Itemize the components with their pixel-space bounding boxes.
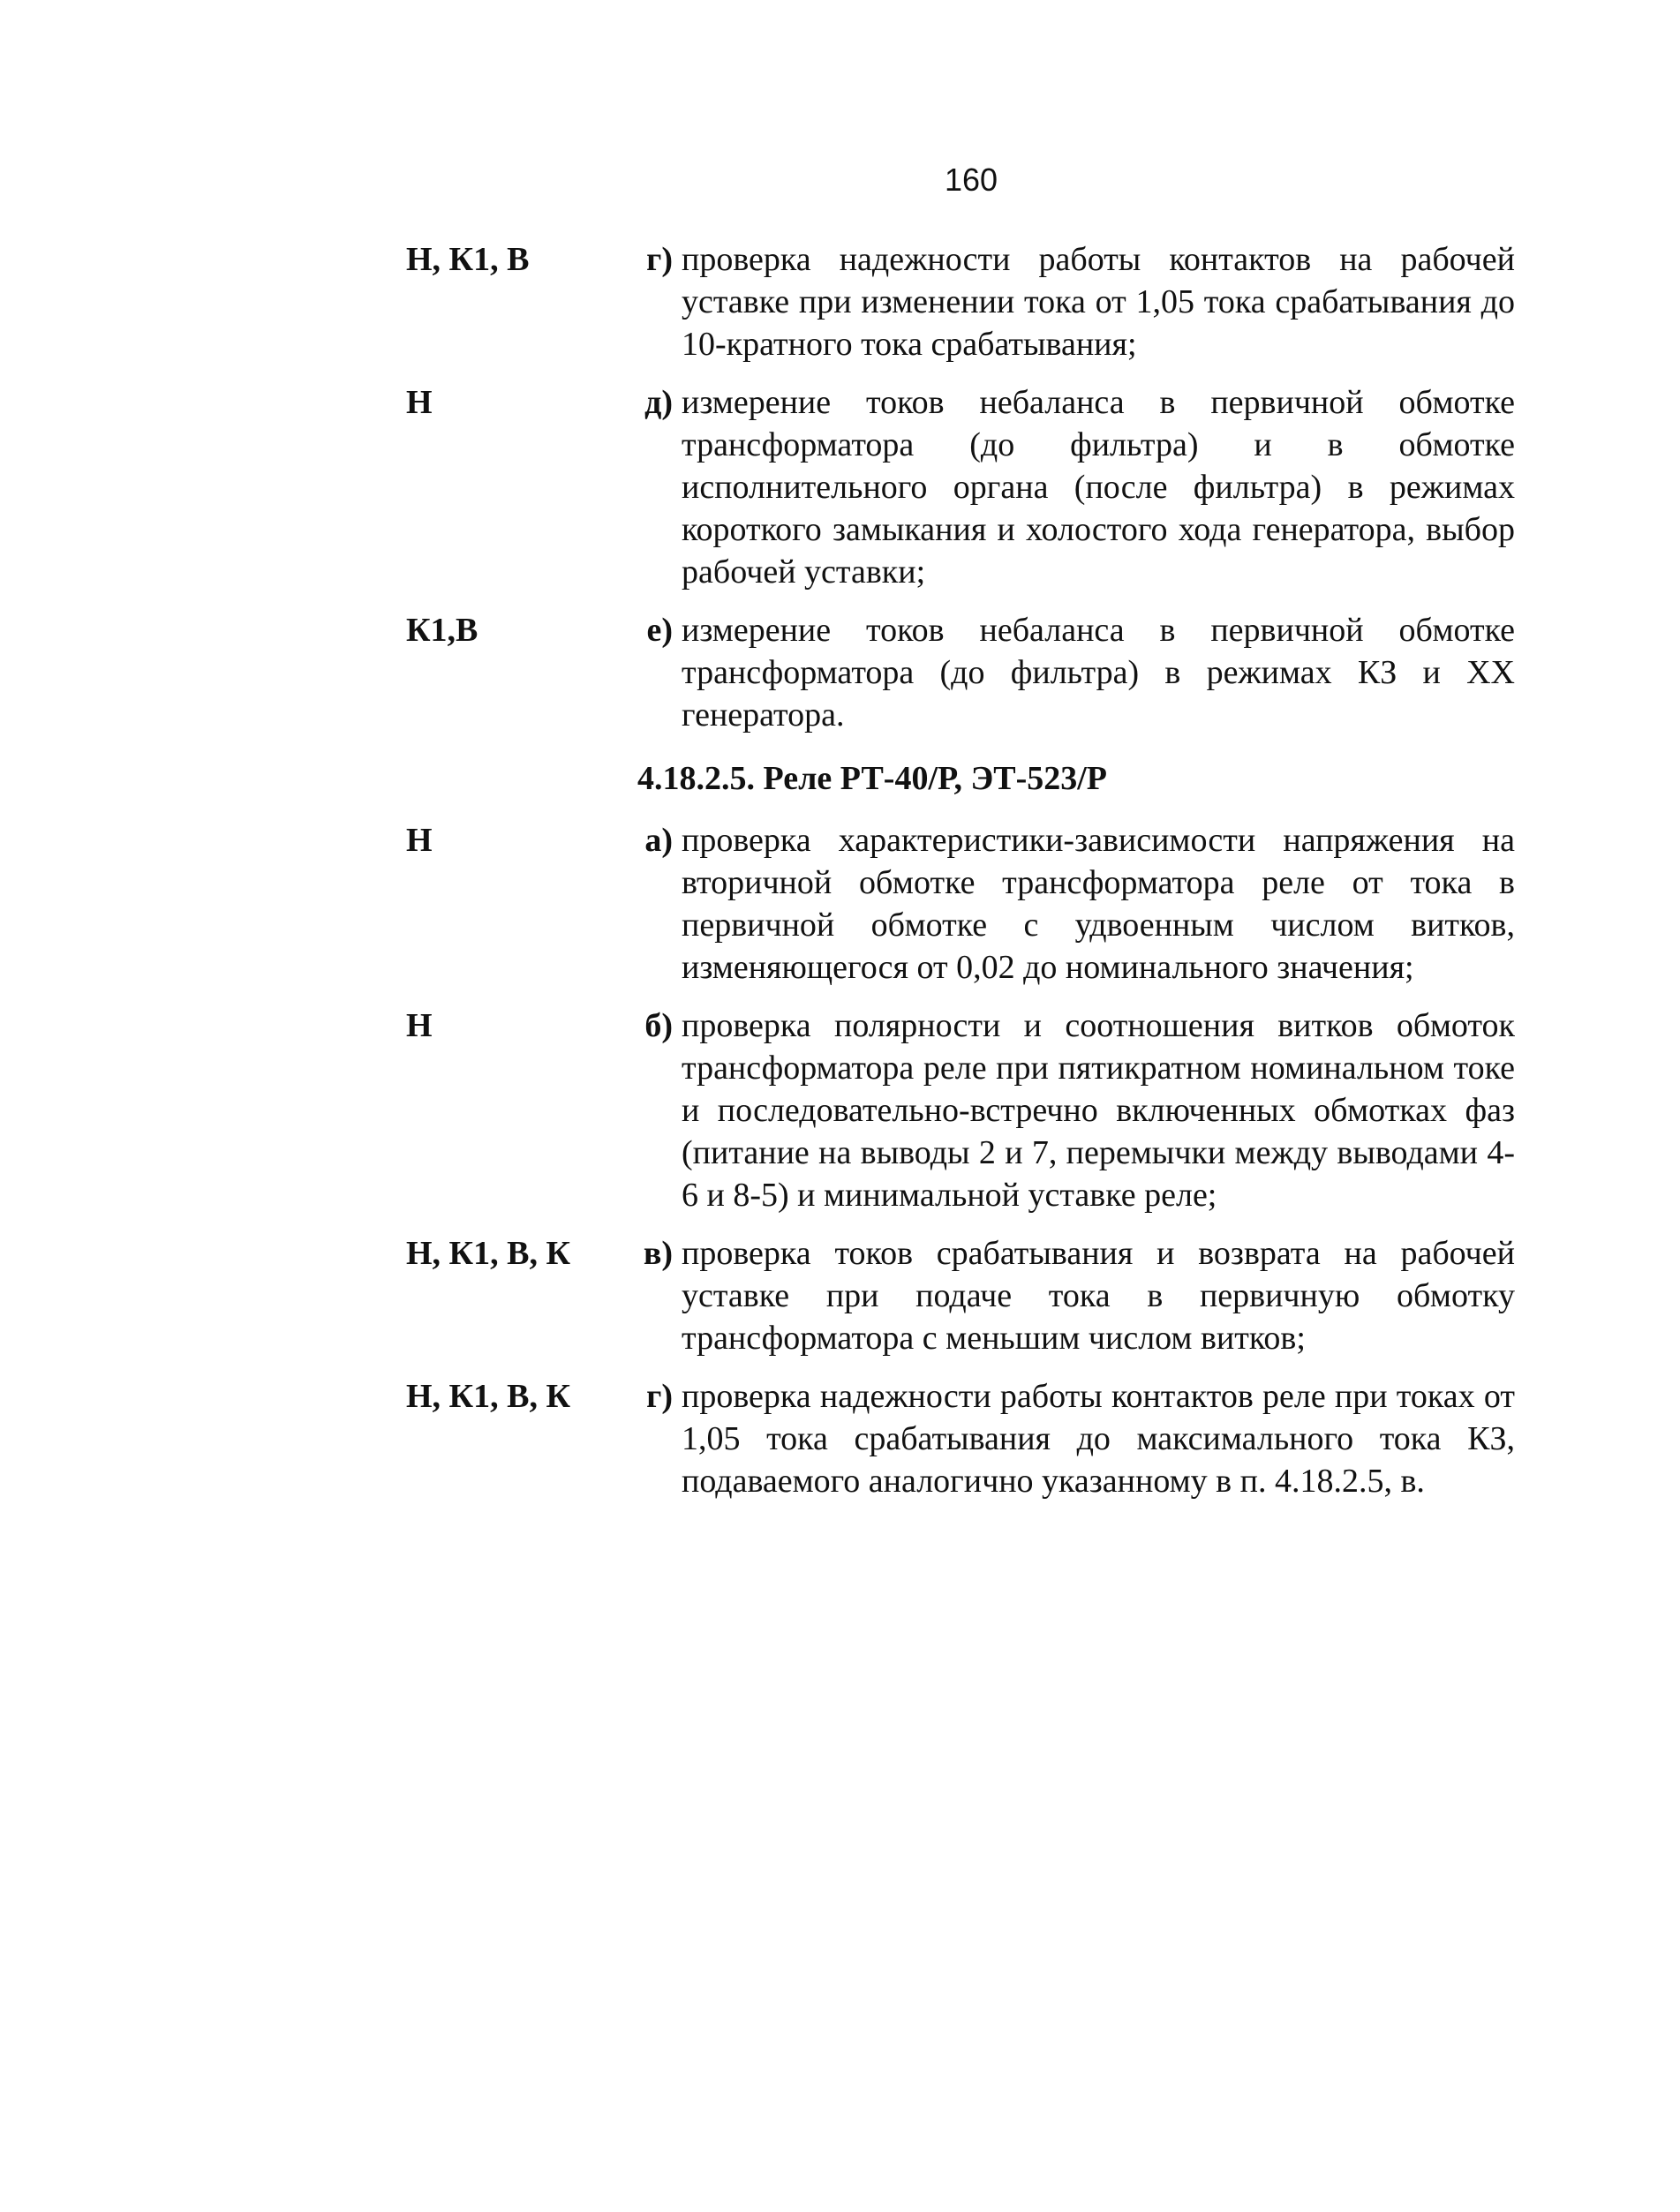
procedure-item	[406, 238, 1518, 365]
item-body: измерение токов небаланса в первичной обмотке трансформатора (до фильтра) и в обмотке исполнительного органа (после фильтра) в режимах короткого замыкания и холостого хода генератора, выбор рабочей уставки;	[682, 384, 1515, 591]
inspection-codes: К1,В	[406, 612, 478, 649]
item-marker: а)	[644, 822, 673, 859]
item-body: проверка характеристики-зависимости напряжения на вторичной обмотке трансформатора реле от тока в первичной обмотке с удвоенным числом витков, изменяющегося от 0,02 до номинального значения;	[682, 822, 1515, 986]
item-text	[682, 819, 1515, 989]
inspection-codes: Н, К1, В	[406, 241, 530, 278]
inspection-codes: Н	[406, 822, 433, 859]
item-body: проверка токов срабатывания и возврата на рабочей уставке при подаче тока в первичную обмотку трансформатора с меньшим числом витков;	[682, 1235, 1515, 1357]
item-text	[682, 1375, 1515, 1502]
page-number: 160	[944, 162, 998, 198]
item-marker: б)	[644, 1007, 673, 1044]
section-heading: 4.18.2.5. Реле РТ-40/Р, ЭТ-523/Р	[637, 760, 1107, 797]
procedure-item	[406, 609, 1518, 736]
procedure-list	[406, 238, 1518, 1518]
procedure-item	[406, 1004, 1518, 1216]
item-body: измерение токов небаланса в первичной обмотке трансформатора (до фильтра) в режимах КЗ и XX генератора.	[682, 612, 1515, 734]
item-body: проверка надежности работы контактов на рабочей уставке при изменении тока от 1,05 тока срабатывания до 10-кратного тока срабатывания;	[682, 241, 1515, 363]
items-after-heading	[406, 819, 1518, 1502]
item-text	[682, 1232, 1515, 1359]
item-marker: д)	[644, 384, 673, 421]
item-text	[682, 609, 1515, 736]
inspection-codes: Н	[406, 1007, 433, 1044]
inspection-codes: Н, К1, В, К	[406, 1378, 571, 1415]
item-marker: в)	[643, 1235, 673, 1272]
procedure-item	[406, 1232, 1518, 1359]
item-body: проверка полярности и соотношения витков обмоток трансформатора реле при пятикратном номинальном токе и последовательно-встречно включенных обмотках фаз (питание на выводы 2 и 7, перемычки между выводами 4-6 и 8-5) и минимальной уставке реле;	[682, 1007, 1515, 1214]
inspection-codes: Н, К1, В, К	[406, 1235, 571, 1272]
items-before-heading	[406, 238, 1518, 736]
item-marker: е)	[646, 612, 673, 649]
item-text	[682, 381, 1515, 593]
item-body: проверка надежности работы контактов реле при токах от 1,05 тока срабатывания до максимального тока КЗ, подаваемого аналогично указанному в п. 4.18.2.5, в.	[682, 1378, 1515, 1500]
inspection-codes: Н	[406, 384, 433, 421]
procedure-item	[406, 1375, 1518, 1502]
item-marker: г)	[646, 241, 673, 278]
procedure-item	[406, 819, 1518, 989]
item-marker: г)	[646, 1378, 673, 1415]
item-text	[682, 238, 1515, 365]
item-text	[682, 1004, 1515, 1216]
procedure-item	[406, 381, 1518, 593]
